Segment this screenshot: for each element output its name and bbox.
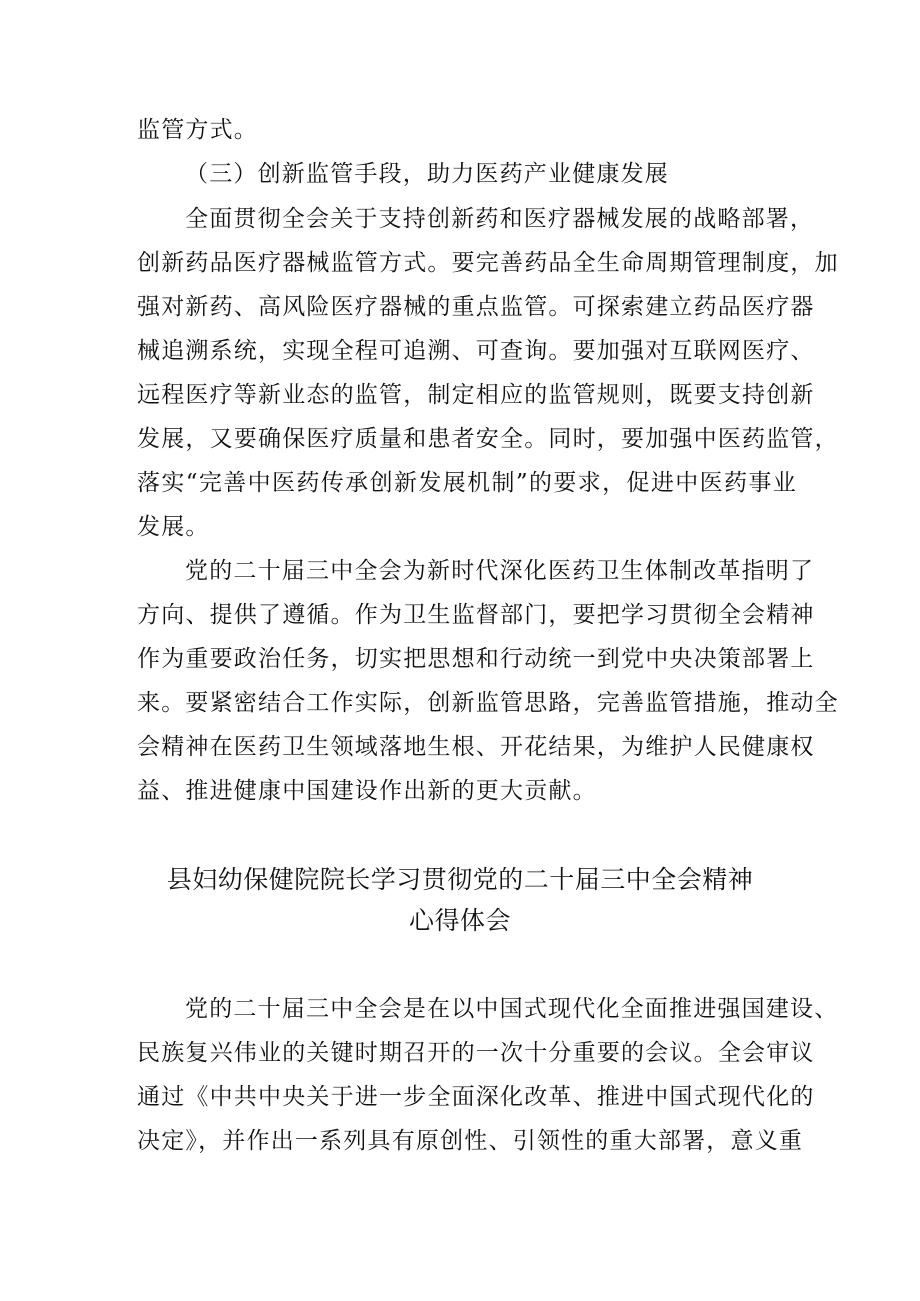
paragraph-line: 通过《中共中央关于进一步全面深化改革、推进中国式现代化的 bbox=[137, 1084, 815, 1110]
paragraph-line: 会精神在医药卫生领域落地生根、开花结果，为维护人民健康权 bbox=[137, 734, 815, 760]
paragraph-line: 创新药品医疗器械监管方式。要完善药品全生命周期管理制度，加 bbox=[137, 250, 839, 276]
article-title: 县妇幼保健院院长学习贯彻党的二十届三中全会精神 bbox=[166, 865, 754, 894]
paragraph-line: 方向、提供了遵循。作为卫生监督部门，要把学习贯彻全会精神 bbox=[137, 602, 815, 628]
article-title-subtitle: 心得体会 bbox=[408, 906, 511, 935]
paragraph-line: 发展，又要确保医疗质量和患者安全。同时，要加强中医药监管， bbox=[137, 426, 839, 452]
paragraph-line: 党的二十届三中全会是在以中国式现代化全面推进强国建设、 bbox=[185, 996, 839, 1022]
paragraph-line: 益、推进健康中国建设作出新的更大贡献。 bbox=[137, 778, 597, 804]
paragraph-line: 监管方式。 bbox=[137, 117, 258, 143]
section-heading: （三）创新监管手段，助力医药产业健康发展 bbox=[185, 161, 669, 187]
paragraph-line: 强对新药、高风险医疗器械的重点监管。可探索建立药品医疗器 bbox=[137, 294, 815, 320]
paragraph-line: 决定》，并作出一系列具有原创性、引领性的重大部署，意义重 bbox=[137, 1128, 804, 1154]
paragraph-line: 远程医疗等新业态的监管，制定相应的监管规则，既要支持创新 bbox=[137, 382, 815, 408]
paragraph-line: 来。要紧密结合工作实际，创新监管思路，完善监管措施，推动全 bbox=[137, 690, 839, 716]
paragraph-line: 民族复兴伟业的关键时期召开的一次十分重要的会议。全会审议 bbox=[137, 1040, 815, 1066]
paragraph-line: 落实“完善中医药传承创新发展机制”的要求，促进中医药事业 bbox=[137, 470, 797, 496]
paragraph-line: 全面贯彻全会关于支持创新药和医疗器械发展的战略部署， bbox=[185, 206, 815, 232]
paragraph-line: 械追溯系统，实现全程可追溯、可查询。要加强对互联网医疗、 bbox=[137, 338, 815, 364]
paragraph-line: 发展。 bbox=[137, 514, 210, 540]
paragraph-line: 党的二十届三中全会为新时代深化医药卫生体制改革指明了 bbox=[185, 558, 815, 584]
paragraph-line: 作为重要政治任务，切实把思想和行动统一到党中央决策部署上 bbox=[137, 646, 815, 672]
